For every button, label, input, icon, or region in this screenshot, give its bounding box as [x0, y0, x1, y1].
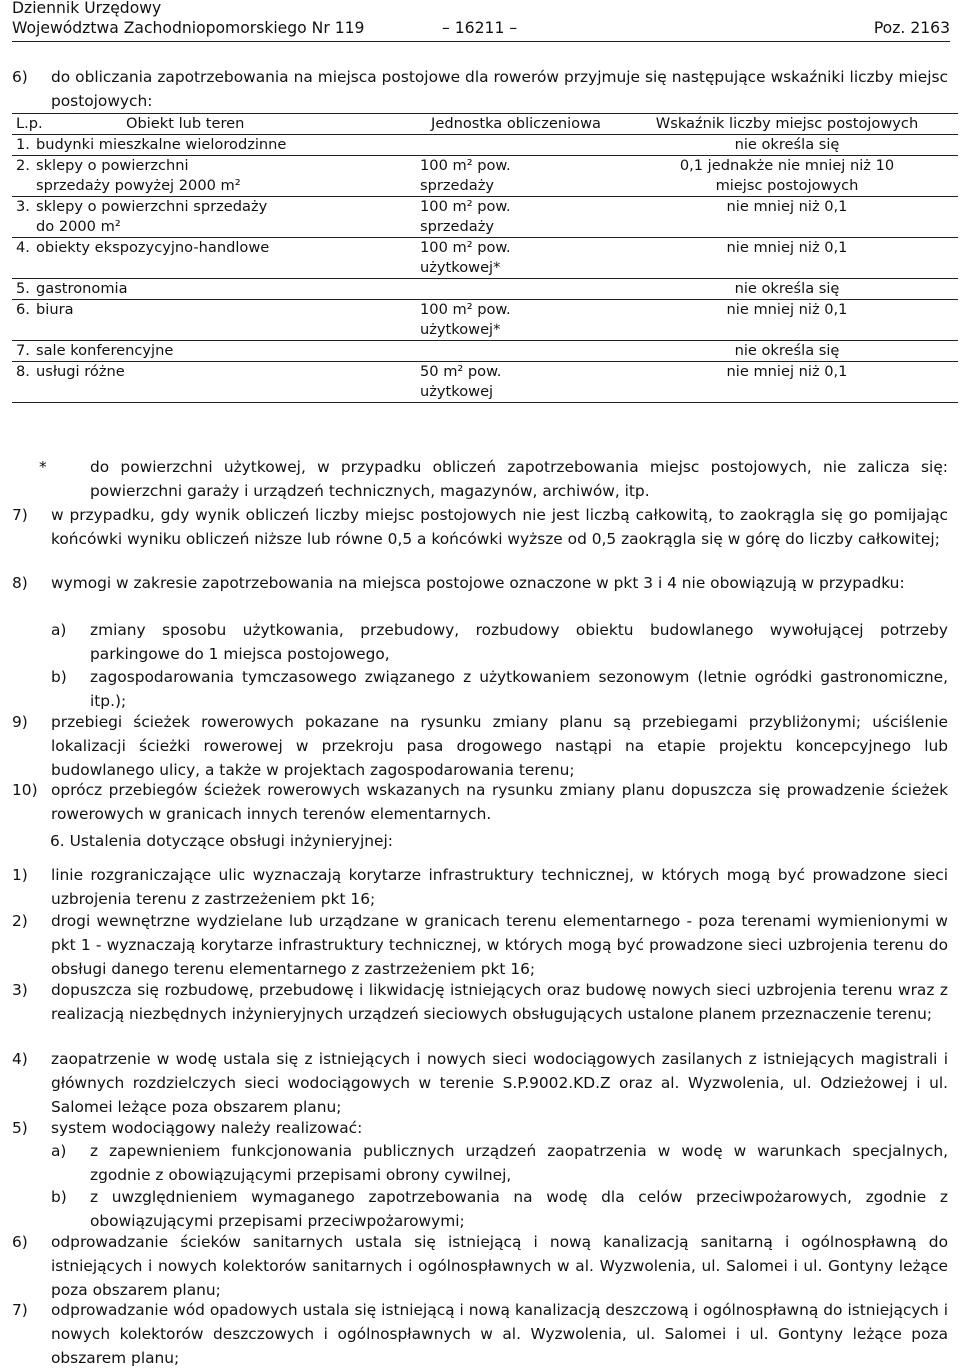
cell-unit	[416, 135, 616, 156]
cell-object	[12, 362, 416, 403]
cell-unit-text: 100 m² pow. sprzedaży	[420, 198, 511, 235]
list-subitem	[12, 1139, 948, 1187]
cell-lp: 6.	[16, 301, 30, 318]
subitem-text: z uwzględnieniem wymaganego zapotrzebowania na wodę dla celów przeciwpożarowych, zgodnie z obowiązującymi przepisami przeciwpożarowymi;	[90, 1188, 948, 1230]
cell-unit-text: 100 m² pow. sprzedaży	[420, 157, 511, 194]
cell-lp: 7.	[16, 342, 30, 359]
list-item	[12, 503, 948, 551]
table-row	[12, 238, 958, 279]
item-text: w przypadku, gdy wynik obliczeń liczby miejsc postojowych nie jest liczbą całkowitą, to zaokrągla się go pomijając końcówki wyniku obliczeń niższe lub równe 0,5 a końcówki wyższe od 0,5 zaokrągla się w górę do liczby całkowitej;	[51, 506, 948, 548]
cell-object	[12, 156, 416, 197]
cell-object	[12, 300, 416, 341]
list-item	[12, 863, 948, 911]
cell-object-text: usługi różne	[36, 363, 125, 380]
item-number: 7)	[12, 506, 28, 524]
header-lp: L.p.	[16, 115, 43, 132]
item-text: system wodociągowy należy realizować:	[51, 1119, 363, 1137]
table-row	[12, 362, 958, 403]
item-number: 9)	[12, 713, 28, 731]
list-item	[12, 909, 948, 981]
cell-unit	[416, 197, 616, 238]
item-text: dopuszcza się rozbudowę, przebudowę i likwidację istniejących oraz budowę nowych sieci uzbrojenia terenu wraz z realizacją niezbędnych inżynieryjnych urządzeń sieciowych obsługujących ustalone planem przeznaczenie terenu;	[51, 981, 948, 1023]
footnote-mark: *	[39, 458, 47, 476]
list-item	[12, 778, 948, 826]
footnote	[12, 455, 948, 503]
header-unit: Jednostka obliczeniowa	[416, 114, 616, 135]
subitem-text: zagospodarowania tymczasowego związanego z użytkowaniem sezonowym (letnie ogródki gastronomiczne, itp.);	[90, 668, 948, 710]
subitem-letter: b)	[51, 1188, 67, 1206]
item-number: 6)	[12, 1233, 28, 1251]
cell-unit-text: 50 m² pow. użytkowej	[420, 363, 502, 400]
header-rule	[12, 41, 950, 42]
page-number: – 16211 –	[442, 19, 518, 37]
section-heading: 6. Ustalenia dotyczące obsługi inżynieryjnej:	[50, 832, 393, 850]
cell-lp: 3.	[16, 198, 30, 215]
cell-unit-text: 100 m² pow. użytkowej*	[420, 301, 511, 338]
item-text: linie rozgraniczające ulic wyznaczają korytarze infrastruktury technicznej, w których mogą być prowadzone sieci uzbrojenia terenu z zastrzeżeniem pkt 16;	[51, 866, 948, 908]
header-indicator: Wskaźnik liczby miejsc postojowych	[616, 114, 958, 135]
list-item	[12, 1230, 948, 1302]
cell-object-text: obiekty ekspozycyjno-handlowe	[36, 239, 270, 256]
list-subitem	[12, 1185, 948, 1233]
item-text: zaopatrzenie w wodę ustala się z istniejących i nowych sieci wodociągowych zasilanych z istniejących magistrali i głównych rozdzielczych sieci wodociągowych w terenie S.P.9002.KD.Z oraz al. Wyzwolenia, ul. Odzieżowej i ul. Salomei leżące poza obszarem planu;	[51, 1050, 948, 1116]
cell-object-text: biura	[36, 301, 74, 318]
item-text: drogi wewnętrzne wydzielane lub urządzane w granicach terenu elementarnego - poza terenami wymienionymi w pkt 1 - wyznaczają korytarze infrastruktury technicznej, w których mogą być prowadzone sieci uzbrojenia terenu do obsługi danego terenu elementarnego z zastrzeżeniem pkt 16;	[51, 912, 948, 978]
cell-object-text: sklepy o powierzchni sprzedaży do 2000 m²	[36, 198, 268, 235]
item-text: odprowadzanie ścieków sanitarnych ustala się istniejącą i nową kanalizacją sanitarną i ogólnospławną do istniejących i nowych kolektorów sanitarnych i ogólnospławnych w al. Wyzwolenia, ul. Salomei i ul. Gontyny leżące poza obszarem planu;	[51, 1233, 948, 1299]
cell-indicator: nie mniej niż 0,1	[616, 197, 958, 238]
journal-title: Dziennik Urzędowy	[12, 0, 162, 17]
cell-unit-text: 100 m² pow. użytkowej*	[420, 239, 511, 276]
table-row	[12, 300, 958, 341]
cell-indicator: nie określa się	[616, 279, 958, 300]
cell-object-text: budynki mieszkalne wielorodzinne	[36, 136, 287, 153]
cell-lp: 1.	[16, 136, 30, 153]
list-item	[12, 1116, 948, 1140]
cell-indicator: nie określa się	[616, 135, 958, 156]
intro-paragraph	[12, 65, 948, 113]
cell-indicator: nie mniej niż 0,1	[616, 238, 958, 279]
item-text: odprowadzanie wód opadowych ustala się istniejącą i nową kanalizacją deszczową i ogólnospławną do istniejących i nowych kolektorów deszczowych i ogólnospławnych w al. Wyzwolenia, ul. Salomei i ul. Gontyny leżące poza obszarem planu;	[51, 1301, 948, 1367]
header-cell-object	[12, 114, 416, 135]
list-item	[12, 1298, 948, 1370]
cell-object-text: gastronomia	[36, 280, 128, 297]
cell-unit	[416, 238, 616, 279]
list-item	[12, 571, 948, 595]
table-row	[12, 156, 958, 197]
cell-object	[12, 135, 416, 156]
cell-indicator-text: 0,1 jednakże nie mniej niż 10 miejsc postojowych	[679, 157, 895, 194]
position-number: Poz. 2163	[873, 19, 950, 37]
list-subitem	[12, 618, 948, 666]
item-number: 2)	[12, 912, 28, 930]
cell-unit	[416, 362, 616, 403]
list-item	[12, 710, 948, 782]
subitem-letter: a)	[51, 621, 67, 639]
item-number: 6)	[12, 68, 28, 86]
cell-object	[12, 279, 416, 300]
cell-indicator: nie mniej niż 0,1	[616, 300, 958, 341]
item-text: wymogi w zakresie zapotrzebowania na miejsca postojowe oznaczone w pkt 3 i 4 nie obowiązują w przypadku:	[51, 574, 905, 592]
item-number: 7)	[12, 1301, 28, 1319]
cell-lp: 2.	[16, 157, 30, 174]
cell-indicator: nie mniej niż 0,1	[616, 362, 958, 403]
page-header	[12, 0, 950, 42]
table-row	[12, 135, 958, 156]
subitem-letter: b)	[51, 668, 67, 686]
list-item	[12, 978, 948, 1026]
footnote-text: do powierzchni użytkowej, w przypadku obliczeń zapotrzebowania miejsc postojowych, nie zalicza się: powierzchni garaży i urządzeń technicznych, magazynów, archiwów, itp.	[90, 458, 948, 500]
item-number: 10)	[12, 781, 38, 799]
item-text: oprócz przebiegów ścieżek rowerowych wskazanych na rysunku zmiany planu dopuszcza się prowadzenie ścieżek rowerowych w granicach innych terenów elementarnych.	[51, 781, 948, 823]
item-text: do obliczania zapotrzebowania na miejsca postojowe dla rowerów przyjmuje się następujące wskaźniki liczby miejsc postojowych:	[51, 68, 948, 110]
bicycle-parking-table	[12, 113, 958, 403]
cell-object-text: sale konferencyjne	[36, 342, 174, 359]
header-object: Obiekt lub teren	[126, 115, 245, 132]
journal-issue: Województwa Zachodniopomorskiego Nr 119	[12, 19, 365, 37]
table-row	[12, 341, 958, 362]
item-number: 1)	[12, 866, 28, 884]
item-number: 3)	[12, 981, 28, 999]
cell-object-text: sklepy o powierzchni sprzedaży powyżej 2000 m²	[36, 157, 241, 194]
table-row	[12, 197, 958, 238]
cell-object	[12, 197, 416, 238]
cell-unit	[416, 300, 616, 341]
cell-lp: 8.	[16, 363, 30, 380]
cell-unit	[416, 341, 616, 362]
list-item	[12, 1047, 948, 1119]
cell-object	[12, 341, 416, 362]
item-number: 4)	[12, 1050, 28, 1068]
subitem-text: zmiany sposobu użytkowania, przebudowy, rozbudowy obiektu budowlanego wywołującej potrzeby parkingowe do 1 miejsca postojowego,	[90, 621, 948, 663]
cell-unit	[416, 156, 616, 197]
cell-lp: 5.	[16, 280, 30, 297]
cell-unit	[416, 279, 616, 300]
item-number: 5)	[12, 1119, 28, 1137]
table-row	[12, 279, 958, 300]
list-subitem	[12, 665, 948, 713]
cell-lp: 4.	[16, 239, 30, 256]
cell-indicator	[616, 156, 958, 197]
cell-object	[12, 238, 416, 279]
item-text: przebiegi ścieżek rowerowych pokazane na rysunku zmiany planu są przebiegami przybliżonymi; uściślenie lokalizacji ścieżki rowerowej w przekroju pasa drogowego nastąpi na etapie projektu koncepcyjnego lub budowlanego ulicy, a także w projektach zagospodarowania terenu;	[51, 713, 948, 779]
subitem-text: z zapewnieniem funkcjonowania publicznych urządzeń zaopatrzenia w wodę w warunkach specjalnych, zgodnie z obowiązującymi przepisami obrony cywilnej,	[90, 1142, 948, 1184]
subitem-letter: a)	[51, 1142, 67, 1160]
item-number: 8)	[12, 574, 28, 592]
cell-indicator: nie określa się	[616, 341, 958, 362]
table-header-row	[12, 114, 958, 135]
